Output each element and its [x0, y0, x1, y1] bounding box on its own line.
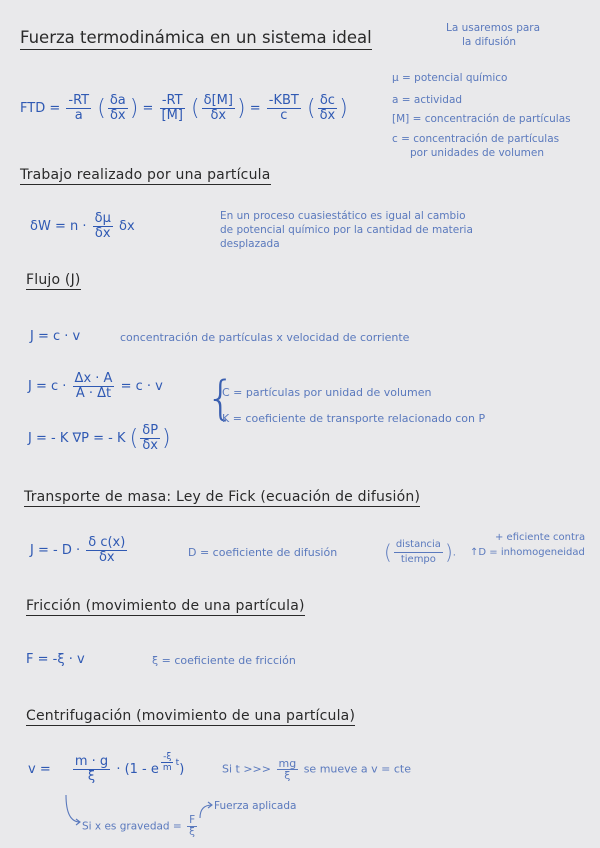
legend-a: a = actividad [392, 94, 463, 106]
fick-units: ( $\frac{\text{distancia}}{\text{tiempo}}$ ). [384, 539, 456, 565]
fick-arrow-note: ↑D = inhomogeneidad [470, 547, 585, 558]
paren-close-1: ) [129, 96, 139, 121]
flux-eq1: J = c · v [30, 329, 81, 344]
paren-open-1: ( [97, 96, 106, 121]
legend-mu: μ = potencial químico [392, 72, 508, 84]
fick-units-den: tiempo [400, 554, 436, 565]
centri-cond-tail: se mueve a v = cte [303, 762, 412, 776]
legend-m: [M] = concentración de partículas [392, 113, 571, 125]
friction-heading: Fricción (movimiento de una partícula) [26, 598, 305, 614]
centri-cond-num: mg [278, 757, 297, 770]
centri-v-lhs: v = [28, 762, 51, 777]
centri-den: ξ [87, 769, 96, 784]
ftd-pfrac-2-num: δ[M] [203, 93, 233, 108]
centri-exp-den: m [162, 763, 172, 773]
centri-cond-den: ξ [284, 769, 291, 782]
flux-brace-item-c: C = partículas por unidad de volumen [222, 386, 432, 399]
ftd-pfrac-1-den: δx [109, 108, 126, 123]
ftd-pfrac-3-num: δc [319, 93, 335, 108]
ftd-frac-3-den: c [280, 108, 288, 123]
flux-paren-open: ( [129, 426, 139, 451]
ftd-pfrac-3-den: δx [319, 108, 336, 123]
friction-def: ξ = coeficiente de fricción [152, 654, 296, 667]
centri-gravity-text: Si x es gravedad = [82, 820, 182, 833]
legend-c: c = concentración de partículas [392, 133, 560, 145]
flux-eq3-num: δP [142, 423, 159, 438]
centri-grav-num: F [189, 814, 196, 826]
ftd-pfrac-2-den: δx [210, 108, 227, 123]
centri-force-label: Fuerza aplicada [214, 800, 297, 812]
paren-open-2: ( [191, 96, 200, 121]
gravity-arrow-icon [66, 795, 80, 822]
flux-eq1-note: concentración de partículas x velocidad de corriente [120, 331, 410, 344]
side-note-line-1: La usaremos para [446, 22, 541, 34]
work-note-3: desplazada [220, 238, 280, 250]
paren-close-3: ) [339, 96, 348, 121]
fick-num: δ c(x) [88, 535, 126, 550]
ftd-frac-2-num: -RT [161, 93, 183, 108]
centri-close: ) [179, 762, 185, 777]
ftd-lhs: FTD = [20, 101, 61, 116]
friction-eq: F = -ξ · v [26, 652, 85, 667]
ftd-eq-1: = [142, 101, 154, 116]
flux-eq2-rhs: = c · v [120, 379, 163, 394]
ftd-pfrac-1-num: δa [109, 93, 126, 108]
flux-eq2-lhs: J = c · [28, 379, 67, 394]
flux-heading: Flujo (J) [26, 272, 81, 288]
fick-units-num: distancia [394, 538, 443, 553]
work-note-2: de potencial químico por la cantidad de materia [220, 224, 473, 236]
centri-grav-den: ξ [189, 826, 196, 838]
ftd-frac-1-num: -RT [68, 93, 90, 108]
ftd-frac-3-num: -KBT [268, 93, 299, 108]
centri-exp-num: -ξ [163, 752, 172, 762]
flux-brace-item-k: K = coeficiente de transporte relacionado con P [222, 412, 486, 425]
ftd-frac-1-den: a [74, 108, 83, 123]
fick-lhs: J = - D · [30, 543, 81, 558]
ftd-frac-2-den: [M] [161, 108, 183, 123]
fick-d-def: D = coeficiente de difusión [188, 546, 338, 559]
flux-eq2-den: A · Δt [75, 386, 112, 401]
flux-paren-close: ) [162, 426, 171, 451]
work-heading: Trabajo realizado por una partícula [20, 167, 271, 183]
paren-open-3: ( [306, 96, 316, 121]
fick-den: δx [98, 550, 115, 565]
centri-heading: Centrifugación (movimiento de una partícula) [26, 708, 356, 724]
fick-top-note: + eficiente contra [495, 532, 586, 543]
centri-mid: · (1 - e [116, 762, 159, 777]
centri-cond-text: Si t >>> [222, 762, 271, 776]
page-title: Fuerza termodinámica en un sistema ideal [20, 28, 372, 50]
flux-eq2-num: Δx · A [74, 371, 113, 386]
centri-num: m · g [74, 754, 109, 769]
fick-heading: Transporte de masa: Ley de Fick (ecuación de difusión) [24, 489, 421, 505]
work-rhs: δx [118, 219, 135, 234]
legend-c-cont: por unidades de volumen [410, 147, 545, 159]
side-note-line-2: la difusión [462, 36, 517, 48]
flux-brace: { [206, 371, 236, 425]
work-frac-den: δx [94, 226, 111, 241]
flux-eq3-lhs: J = - K ∇P = - K [28, 431, 126, 446]
work-frac-num: δμ [94, 211, 111, 226]
work-lhs: δW = n · [30, 219, 87, 234]
paren-close-2: ) [236, 96, 246, 121]
ftd-eq-2: = [249, 101, 261, 116]
work-note-1: En un proceso cuasiestático es igual al cambio [220, 210, 466, 222]
flux-eq3-den: δx [142, 438, 158, 453]
centri-exp-tail: t [175, 757, 180, 768]
